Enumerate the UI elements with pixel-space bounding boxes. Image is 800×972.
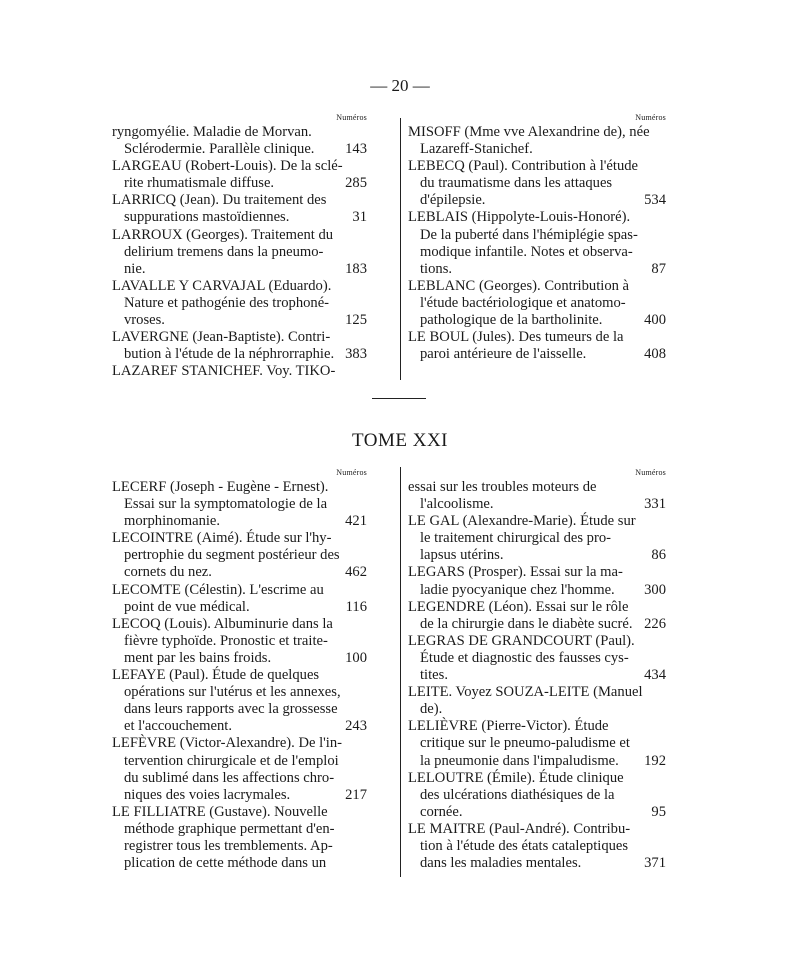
entry-line: rite rhumatismale diffuse.: [124, 175, 275, 192]
entry-line: LEGARS (Prosper). Essai sur la ma-: [408, 564, 623, 581]
entry-number: 116: [345, 598, 367, 615]
entry-number: 434: [644, 667, 666, 684]
index-entry: [408, 513, 666, 564]
entry-line: tites.: [420, 667, 448, 684]
column-header: Numéros: [336, 113, 367, 122]
entry-line: LELOUTRE (Émile). Étude clinique: [408, 769, 624, 786]
entry-number: 143: [345, 141, 367, 158]
entry-number: 31: [352, 209, 367, 226]
index-entry: [408, 564, 666, 598]
entry-line: bution à l'étude de la néphrorraphie.: [124, 346, 335, 363]
entry-number: 300: [644, 581, 666, 598]
entry-line: du sublimé dans les affections chro-: [124, 769, 335, 786]
entry-line: vroses.: [124, 312, 165, 329]
entry-line: critique sur le pneumo-paludisme et: [420, 735, 630, 752]
entry-line: nie.: [124, 260, 146, 277]
entry-line: LE GAL (Alexandre-Marie). Étude sur: [408, 513, 636, 530]
entry-line: cornée.: [420, 803, 463, 820]
entry-line: MISOFF (Mme vve Alexandrine de), née: [408, 124, 650, 140]
entry-line: Nature et pathogénie des trophoné-: [124, 294, 330, 311]
entry-line: LARRICQ (Jean). Du traitement des: [112, 192, 327, 209]
entry-line: et l'accouchement.: [124, 718, 232, 735]
entry-line: Étude et diagnostic des fausses cys-: [420, 649, 629, 666]
entry-line: LEFAYE (Paul). Étude de quelques: [112, 667, 320, 684]
entry-line: modique infantile. Notes et observa-: [420, 243, 633, 260]
entry-line: du traumatisme dans les attaques: [420, 175, 613, 192]
entry-line: LECOMTE (Célestin). L'escrime au: [112, 581, 324, 598]
entry-line: LEITE. Voyez SOUZA-LEITE (Manuel: [408, 684, 643, 701]
entry-line: de).: [420, 701, 443, 718]
entry-line: LECOQ (Louis). Albuminurie dans la: [112, 615, 333, 632]
entry-line: LEBECQ (Paul). Contribution à l'étude: [408, 158, 639, 175]
entry-number: 226: [644, 615, 666, 632]
entry-line: essai sur les troubles moteurs de: [408, 479, 597, 495]
entry-line: LEGRAS DE GRANDCOURT (Paul).: [408, 632, 635, 649]
entry-line: dans les maladies mentales.: [420, 855, 582, 872]
entry-number: 331: [644, 496, 666, 513]
index-entry: [112, 582, 367, 616]
column-divider: [400, 118, 401, 380]
entry-line: LE FILLIATRE (Gustave). Nouvelle: [112, 803, 328, 820]
entry-line: LAVALLE Y CARVAJAL (Eduardo).: [112, 277, 332, 294]
index-entry: [408, 633, 666, 684]
index-entry: [408, 158, 666, 209]
index-entry: [408, 479, 666, 513]
bottom-left-column: [112, 467, 367, 872]
entry-line: registrer tous les tremblements. Ap-: [124, 837, 333, 854]
entry-number: 192: [644, 752, 666, 769]
index-entry: [112, 667, 367, 735]
index-entry: [408, 329, 666, 363]
column-divider: [400, 467, 401, 877]
entry-number: 125: [345, 312, 367, 329]
entry-number: 421: [345, 513, 367, 530]
entry-line: tion à l'étude des états cataleptiques: [420, 837, 629, 854]
entry-number: 87: [651, 260, 666, 277]
entry-line: LAVERGNE (Jean-Baptiste). Contri-: [112, 329, 331, 346]
entry-line: LE MAITRE (Paul-André). Contribu-: [408, 820, 631, 837]
entry-line: le traitement chirurgical des pro-: [420, 530, 611, 547]
entry-number: 217: [345, 786, 367, 803]
entry-number: 534: [644, 192, 666, 209]
entry-line: morphinomanie.: [124, 513, 221, 530]
index-entry: [408, 209, 666, 277]
entry-line: méthode graphique permettant d'en-: [124, 820, 335, 837]
entry-line: Lazareff-Stanichef.: [420, 141, 533, 158]
entry-line: LARGEAU (Robert-Louis). De la sclé-: [112, 158, 343, 175]
bottom-index-block: [112, 467, 667, 877]
index-entry: [112, 158, 367, 192]
entry-line: cornets du nez.: [124, 564, 212, 581]
entry-number: 462: [345, 564, 367, 581]
entry-number: 371: [644, 855, 666, 872]
index-entry: [112, 735, 367, 803]
entry-line: des ulcérations diathésiques de la: [420, 786, 615, 803]
index-entry: [112, 124, 367, 158]
entry-line: delirium tremens dans la pneumo-: [124, 243, 324, 260]
index-entry: [408, 770, 666, 821]
top-right-column: [408, 112, 666, 363]
entry-line: l'alcoolisme.: [420, 496, 494, 513]
entry-line: LECOINTRE (Aimé). Étude sur l'hy-: [112, 530, 332, 547]
entry-number: 100: [345, 649, 367, 666]
entry-line: ment par les bains froids.: [124, 649, 272, 666]
section-separator: [372, 398, 426, 399]
entry-line: d'épilepsie.: [420, 192, 486, 209]
entry-line: dans leurs rapports avec la grossesse: [124, 701, 338, 718]
entry-line: suppurations mastoïdiennes.: [124, 209, 290, 226]
entry-number: 408: [644, 346, 666, 363]
entry-line: LARROUX (Georges). Traitement du: [112, 226, 334, 243]
index-entry: [112, 329, 367, 363]
entry-line: l'étude bactériologique et anatomo-: [420, 294, 626, 311]
entry-number: 243: [345, 718, 367, 735]
index-entry: [112, 227, 367, 278]
entry-line: LECERF (Joseph - Eugène - Ernest).: [112, 479, 329, 495]
index-entry: [408, 599, 666, 633]
entry-line: de la chirurgie dans le diabète sucré.: [420, 615, 633, 632]
entry-line: fièvre typhoïde. Pronostic et traite-: [124, 632, 328, 649]
entry-number: 95: [651, 803, 666, 820]
index-entry: [408, 124, 666, 158]
entry-line: ryngomyélie. Maladie de Morvan.: [112, 124, 312, 140]
entry-number: 183: [345, 260, 367, 277]
index-entry: [408, 821, 666, 872]
entry-line: Sclérodermie. Parallèle clinique.: [124, 141, 315, 158]
entry-line: point de vue médical.: [124, 598, 250, 615]
entry-line: LELIÈVRE (Pierre-Victor). Étude: [408, 718, 609, 735]
entry-line: tions.: [420, 260, 453, 277]
entry-line: tervention chirurgicale et de l'emploi: [124, 752, 339, 769]
entry-line: niques des voies lacrymales.: [124, 786, 291, 803]
page-number: — 20 —: [370, 76, 430, 95]
index-entry: [112, 804, 367, 872]
bottom-right-column: [408, 467, 666, 872]
entry-line: plication de cette méthode dans un: [124, 855, 327, 872]
top-left-column: [112, 112, 367, 380]
index-entry: [408, 278, 666, 329]
entry-line: la pneumonie dans l'impaludisme.: [420, 752, 619, 769]
index-entry: [112, 363, 367, 380]
entry-line: opérations sur l'utérus et les annexes,: [124, 684, 341, 701]
entry-line: De la puberté dans l'hémiplégie spas-: [420, 226, 638, 243]
index-entry: [112, 616, 367, 667]
index-entry: [112, 278, 367, 329]
entry-line: Essai sur la symptomatologie de la: [124, 496, 328, 513]
entry-line: LAZAREF STANICHEF. Voy. TIKO-: [112, 363, 336, 380]
entry-number: 86: [651, 547, 666, 564]
top-index-block: [112, 112, 667, 380]
entry-line: LEGENDRE (Léon). Essai sur le rôle: [408, 598, 629, 615]
column-header: Numéros: [635, 468, 666, 477]
entry-line: pathologique de la bartholinite.: [420, 312, 603, 329]
index-entry: [408, 684, 666, 718]
column-header: Numéros: [635, 113, 666, 122]
column-header: Numéros: [336, 468, 367, 477]
entry-line: pertrophie du segment postérieur des: [124, 547, 340, 564]
entry-line: LEBLANC (Georges). Contribution à: [408, 277, 630, 294]
entry-number: 383: [345, 346, 367, 363]
entry-line: LEBLAIS (Hippolyte-Louis-Honoré).: [408, 209, 631, 226]
entry-line: LE BOUL (Jules). Des tumeurs de la: [408, 329, 624, 346]
index-entry: [408, 718, 666, 769]
entry-line: lapsus utérins.: [420, 547, 504, 564]
entry-line: ladie pyocyanique chez l'homme.: [420, 581, 615, 598]
entry-number: 400: [644, 312, 666, 329]
entry-line: LEFÈVRE (Victor-Alexandre). De l'in-: [112, 735, 343, 752]
index-entry: [112, 192, 367, 226]
index-entry: [112, 479, 367, 530]
index-entry: [112, 530, 367, 581]
entry-number: 285: [345, 175, 367, 192]
entry-line: paroi antérieure de l'aisselle.: [420, 346, 587, 363]
tome-title: TOME XXI: [351, 430, 448, 451]
